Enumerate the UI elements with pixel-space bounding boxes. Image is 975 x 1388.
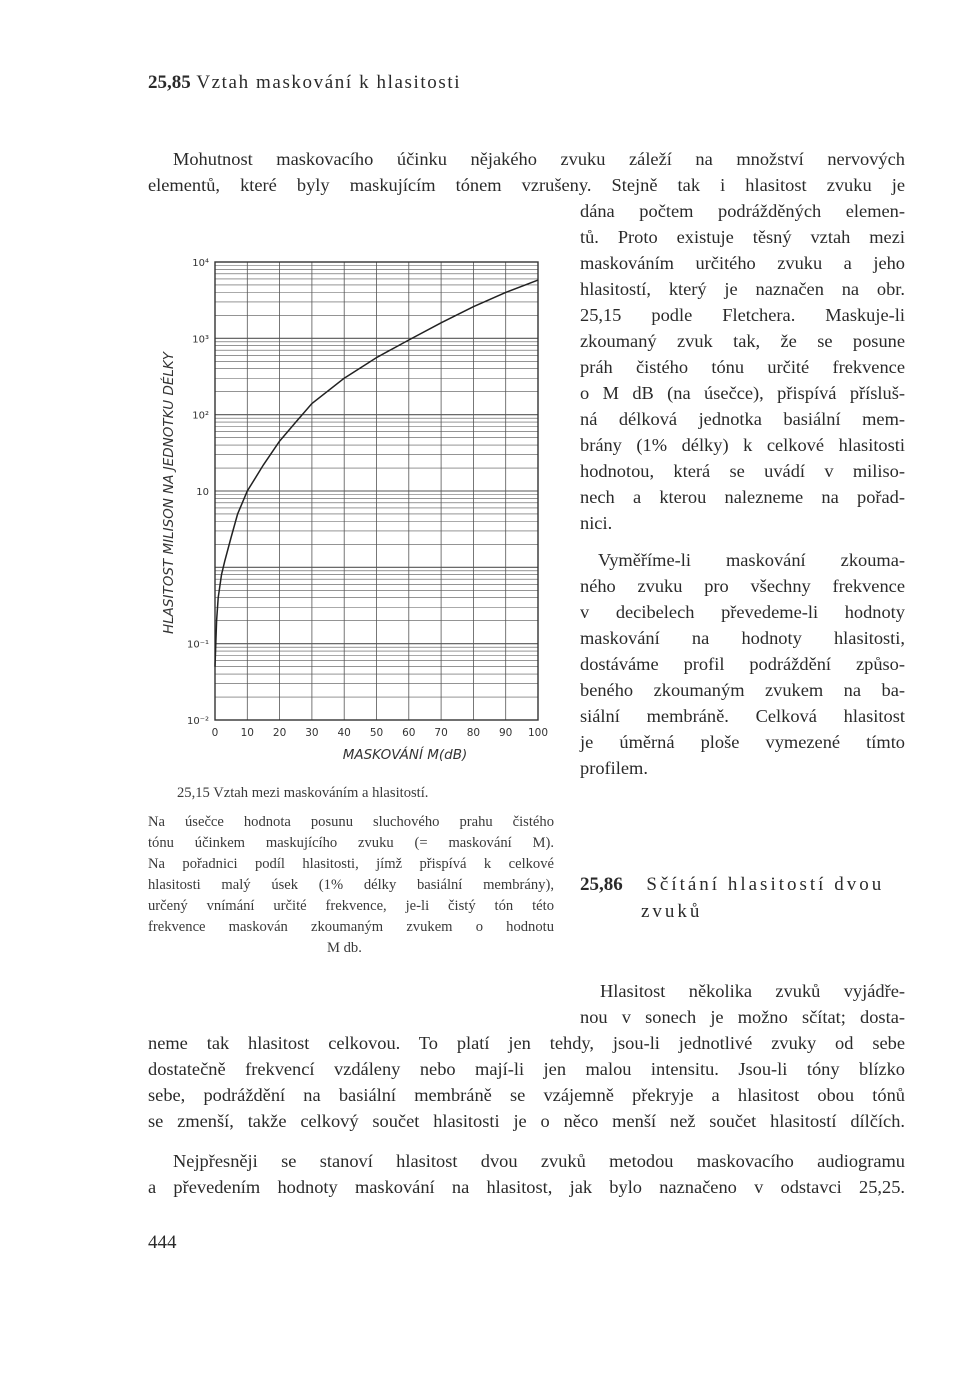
text-line: v decibelech převedeme-li hodnoty	[580, 602, 905, 622]
section2-heading	[580, 874, 884, 896]
x-tick-label: 60	[402, 727, 416, 739]
caption-line: Na pořadnici podíl hlasitosti, jímž přispívá k celkové	[148, 856, 554, 872]
y-tick-label: 10⁻¹	[186, 639, 209, 651]
y-tick-label: 10³	[192, 334, 209, 346]
x-tick-label: 40	[337, 727, 351, 739]
y-axis-label: HLASITOST MILISON NA JEDNOTKU DÉLKY	[161, 352, 177, 634]
caption-line: hlasitosti malý úsek (1% délky basiální membrány),	[148, 877, 554, 893]
text-line: hlasitostí, který je naznačen na obr.	[580, 279, 905, 299]
y-tick-label: 10²	[192, 410, 209, 422]
x-axis-label: MASKOVÁNÍ M(dB)	[342, 747, 468, 763]
text-line: ná délková jednotka basiální mem-	[580, 409, 905, 429]
section2-title-line1: Sčítání hlasitostí dvou	[646, 874, 885, 895]
text-line: beného zkoumaným zvukem na ba-	[580, 680, 905, 700]
section-heading	[148, 72, 461, 94]
text-line: Nejpřesněji se stanoví hlasitost dvou zvuků metodou maskovacího audiogramu	[173, 1151, 905, 1171]
figure-caption-title: 25,15 Vztah mezi maskováním a hlasitostí.	[177, 785, 429, 801]
x-tick-label: 0	[211, 727, 219, 739]
section-number: 25,85	[148, 72, 191, 93]
section2-heading-cont	[641, 901, 702, 923]
text-line: maskováním určitého zvuku a jeho	[580, 253, 905, 273]
text-line: nou v sonech je možno sčítat; dosta-	[580, 1007, 905, 1027]
text-line: hodnotou, která se uvádí v miliso-	[580, 461, 905, 481]
caption-line: M db.	[327, 940, 362, 956]
text-line: zkoumaný zvuk tak, že se posune	[580, 331, 905, 351]
section2-number: 25,86	[580, 874, 623, 895]
text-line: dostatečně frekvencí vzdáleny nebo mají-li jen malou intensitu. Jsou-li tóny blízko	[148, 1059, 905, 1079]
text-line: se zmenší, takže celkový součet hlasitosti je o něco menší než součet hlasitostí dílčích.	[148, 1111, 905, 1131]
text-line: ného zvuku pro všechny frekvence	[580, 576, 905, 596]
chart-grid	[215, 262, 538, 720]
text-line: 25,15 podle Fletchera. Maskuje-li	[580, 305, 905, 325]
text-line: tů. Proto existuje těsný vztah mezi	[580, 227, 905, 247]
x-tick-label: 80	[466, 727, 481, 739]
text-line: dostáváme profil podráždění způso-	[580, 654, 905, 674]
text-line: neme tak hlasitost celkovou. To platí jen tehdy, jsou-li jednotlivé zvuky od sebe	[148, 1033, 905, 1053]
text-line: sebe, podráždění na basiální membráně se vzájemně překryje a hlasitost obou tónů	[148, 1085, 905, 1105]
text-line: maskování na hodnoty hlasitosti,	[580, 628, 905, 648]
x-tick-label: 70	[434, 727, 448, 739]
x-tick-label: 30	[305, 727, 319, 739]
x-tick-label: 50	[369, 727, 384, 739]
text-line: nech a kterou nalezneme na pořad-	[580, 487, 905, 507]
section2-title-line2: zvuků	[641, 901, 703, 922]
text-line: je úměrná ploše vymezené tímto	[580, 732, 905, 752]
y-tick-label: 10⁴	[192, 258, 209, 269]
y-tick-label: 10⁻²	[186, 716, 209, 727]
text-line: brány (1% délky) k celkové hlasitosti	[580, 435, 905, 455]
caption-line: frekvence maskován zkoumaným zvukem o hodnotu	[148, 919, 554, 935]
text-line: nici.	[580, 513, 613, 533]
text-line: dána počtem podrážděných elemen-	[580, 201, 905, 221]
text-line: profilem.	[580, 758, 648, 778]
text-line: Mohutnost maskovacího účinku nějakého zvuku záleží na množství nervových	[173, 149, 905, 169]
caption-line: tónu účinkem maskujícího zvuku (= maskování M).	[148, 835, 554, 851]
text-line: o M dB (na úsečce), přispívá přísluš-	[580, 383, 905, 403]
x-tick-label: 20	[272, 727, 287, 739]
y-tick-labels	[187, 258, 209, 727]
text-line: siální membráně. Celková hlasitost	[580, 706, 905, 726]
section-title: Vztah maskování k hlasitosti	[196, 72, 462, 93]
x-tick-labels	[212, 727, 548, 739]
y-tick-label: 10	[196, 487, 209, 498]
masking-loudness-chart	[140, 245, 560, 775]
caption-line: určený vnímání určité frekvence, je-li čistý tón této	[148, 898, 554, 914]
caption-line: Na úsečce hodnota posunu sluchového prahu čistého	[148, 814, 554, 830]
text-line: a převedením hodnoty maskování na hlasitost, jak bylo naznačeno v odstavci 25,25.	[148, 1177, 905, 1197]
x-tick-label: 100	[527, 727, 549, 739]
text-line: Hlasitost několika zvuků vyjádře-	[600, 981, 905, 1001]
text-line: práh čistého tónu určité frekvence	[580, 357, 905, 377]
page-number: 444	[148, 1232, 177, 1253]
text-line: elementů, které byly maskujícím tónem vzrušeny. Stejně tak i hlasitost zvuku je	[148, 175, 905, 195]
text-line: Vyměříme-li maskování zkouma-	[598, 550, 905, 570]
x-tick-label: 90	[499, 727, 513, 739]
x-tick-label: 10	[240, 727, 254, 739]
